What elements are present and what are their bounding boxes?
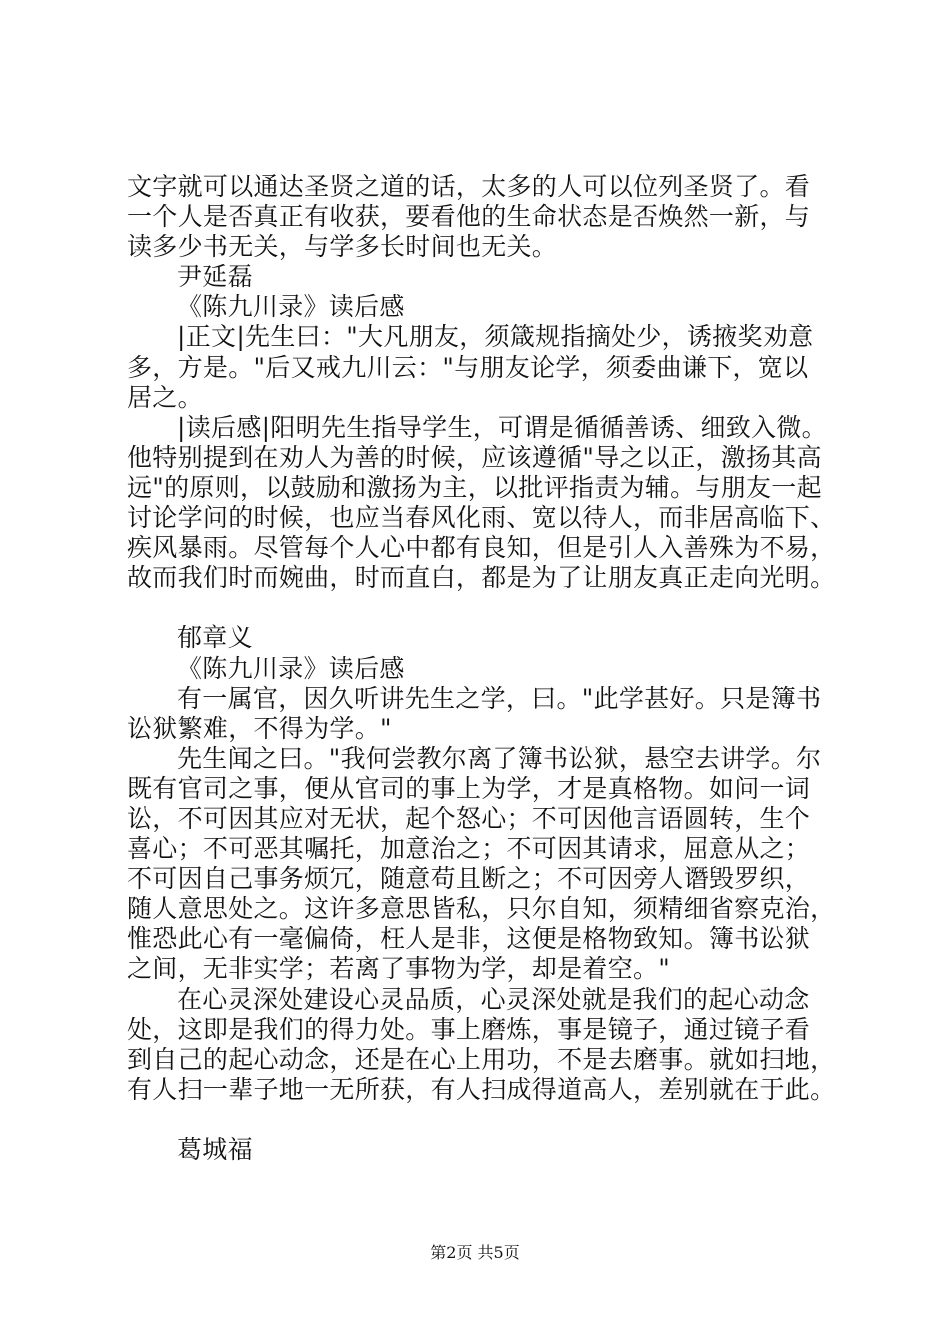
text-line: 疾风暴雨。尽管每个人心中都有良知，但是引人入善殊为不易， [127,533,836,563]
section-title: 《陈九川录》读后感 [177,653,405,683]
text-line: 先生闻之曰。"我何尝教尔离了簿书讼狱，悬空去讲学。尔 [177,743,822,773]
text-line: 多，方是。"后又戒九川云："与朋友论学，须委曲谦下，宽以 [127,352,809,382]
text-line: 文字就可以通达圣贤之道的话，太多的人可以位列圣贤了。看 [127,172,811,201]
text-line: 惟恐此心有一毫偏倚，枉人是非，这便是格物致知。簿书讼狱 [127,924,811,954]
text-line: |读后感|阳明先生指导学生，可谓是循循善诱、细致入微。 [177,412,827,442]
text-line: 有人扫一辈子地一无所获，有人扫成得道高人，差别就在于此。 [127,1074,836,1104]
document-body [127,172,836,1165]
text-line: 一个人是否真正有收获，要看他的生命状态是否焕然一新，与 [127,202,811,232]
blank-line [127,1105,832,1135]
text-line: 居之。 [127,382,203,412]
text-line: 随人意思处之。这许多意思皆私，只尔自知，须精细省察克治， [127,894,836,924]
text-line: 讼，不可因其应对无状，起个怒心；不可因他言语圆转，生个 [127,803,811,833]
text-line: 讨论学问的时候，也应当春风化雨、宽以待人，而非居高临下、 [127,503,836,533]
page-number: 第2页 共5页 [430,1243,520,1262]
text-line: 不可因自己事务烦冗，随意苟且断之；不可因旁人谮毁罗织， [127,864,811,894]
author-name: 郁章义 [177,623,253,653]
blank-line [127,593,832,623]
author-name: 葛城福 [177,1135,253,1164]
text-line: 讼狱繁难，不得为学。" [127,713,392,743]
text-line: 喜心；不可恶其嘱托，加意治之；不可因其请求，屈意从之； [127,834,811,864]
section-title: 《陈九川录》读后感 [177,292,405,322]
text-line: 读多少书无关，与学多长时间也无关。 [127,232,558,262]
text-line: |正文|先生曰："大凡朋友，须箴规指摘处少，诱掖奖劝意 [177,322,814,352]
text-line: 到自己的起心动念，还是在心上用功，不是去磨事。就如扫地， [127,1044,836,1074]
text-line: 他特别提到在劝人为善的时候，应该遵循"导之以正，激扬其高 [127,442,822,472]
text-line: 处，这即是我们的得力处。事上磨炼，事是镜子，通过镜子看 [127,1014,811,1044]
text-line: 在心灵深处建设心灵品质，心灵深处就是我们的起心动念 [177,984,810,1014]
text-line: 故而我们时而婉曲，时而直白，都是为了让朋友真正走向光明。 [127,563,836,593]
text-line: 既有官司之事，便从官司的事上为学，才是真格物。如问一词 [127,773,811,803]
text-line: 有一属官，因久听讲先生之学，曰。"此学甚好。只是簿书 [177,683,822,713]
text-line: 之间，无非实学；若离了事物为学，却是着空。" [127,954,671,984]
author-name: 尹延磊 [177,262,253,292]
text-line: 远"的原则，以鼓励和激扬为主，以批评指责为辅。与朋友一起 [127,472,822,502]
